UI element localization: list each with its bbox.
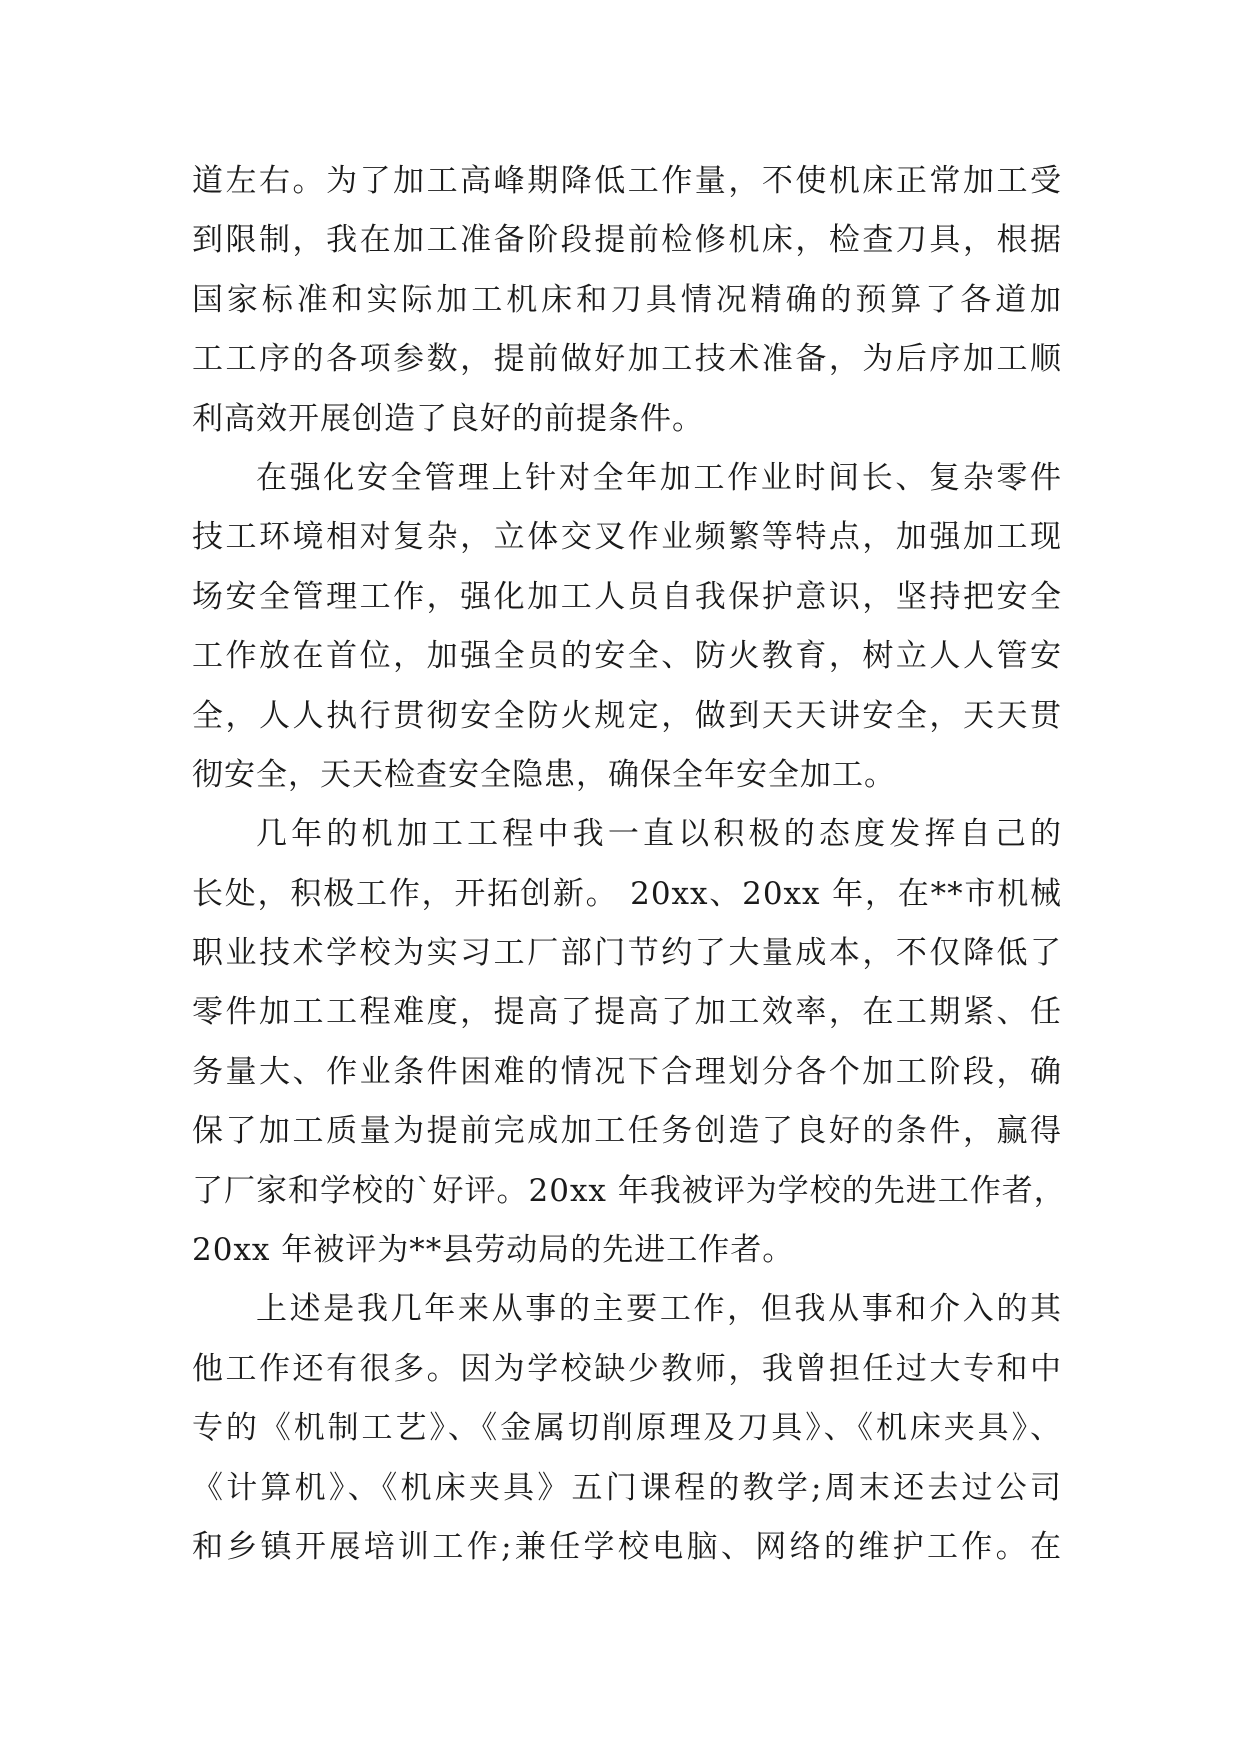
text-line: 几年的机加工工程中我一直以积极的态度发挥自己的 bbox=[256, 816, 1062, 853]
text-line: 在强化安全管理上针对全年加工作业时间长、复杂零件 bbox=[256, 459, 1062, 496]
text-line: 工作放在首位，加强全员的安全、防火教育，树立人人管安 bbox=[192, 638, 1062, 675]
paragraph-4 bbox=[192, 1280, 1062, 1577]
text-line: 国家标准和实际加工机床和刀具情况精确的预算了各道加 bbox=[192, 281, 1062, 318]
text-line: 工工序的各项参数，提前做好加工技术准备，为后序加工顺 bbox=[192, 341, 1062, 378]
text-line: 场安全管理工作，强化加工人员自我保护意识，坚持把安全 bbox=[192, 578, 1062, 615]
text-line: 零件加工工程难度，提高了提高了加工效率，在工期紧、任 bbox=[192, 994, 1062, 1031]
text-line: 职业技术学校为实习工厂部门节约了大量成本，不仅降低了 bbox=[192, 935, 1062, 972]
text-line: 保了加工质量为提前完成加工任务创造了良好的条件，赢得 bbox=[192, 1113, 1062, 1150]
text-line: 长处，积极工作，开拓创新。 20xx、20xx 年，在**市机械 bbox=[192, 875, 1062, 912]
text-line: 了厂家和学校的`好评。20xx 年我被评为学校的先进工作者， bbox=[192, 1172, 1066, 1209]
text-line: 20xx 年被评为**县劳动局的先进工作者。 bbox=[192, 1232, 795, 1269]
paragraph-1 bbox=[192, 152, 1062, 449]
document-body bbox=[192, 152, 1066, 1577]
text-line: 全，人人执行贯彻安全防火规定，做到天天讲安全，天天贯 bbox=[192, 697, 1062, 734]
text-line: 利高效开展创造了良好的前提条件。 bbox=[192, 400, 704, 437]
text-line: 上述是我几年来从事的主要工作，但我从事和介入的其 bbox=[256, 1291, 1062, 1328]
text-line: 到限制，我在加工准备阶段提前检修机床，检查刀具，根据 bbox=[192, 222, 1062, 259]
text-line: 和乡镇开展培训工作;兼任学校电脑、网络的维护工作。在 bbox=[192, 1528, 1062, 1565]
text-line: 他工作还有很多。因为学校缺少教师，我曾担任过大专和中 bbox=[192, 1350, 1062, 1387]
text-line: 务量大、作业条件困难的情况下合理划分各个加工阶段，确 bbox=[192, 1053, 1062, 1090]
text-line: 技工环境相对复杂，立体交叉作业频繁等特点，加强加工现 bbox=[192, 519, 1062, 556]
paragraph-2 bbox=[192, 449, 1062, 805]
text-line: 《计算机》、《机床夹具》五门课程的教学;周末还去过公司 bbox=[192, 1469, 1062, 1506]
text-line: 专的《机制工艺》、《金属切削原理及刀具》、《机床夹具》、 bbox=[192, 1410, 1062, 1447]
paragraph-3 bbox=[192, 805, 1066, 1280]
text-line: 道左右。为了加工高峰期降低工作量，不使机床正常加工受 bbox=[192, 163, 1062, 199]
text-line: 彻安全，天天检查安全隐患，确保全年安全加工。 bbox=[192, 756, 896, 793]
